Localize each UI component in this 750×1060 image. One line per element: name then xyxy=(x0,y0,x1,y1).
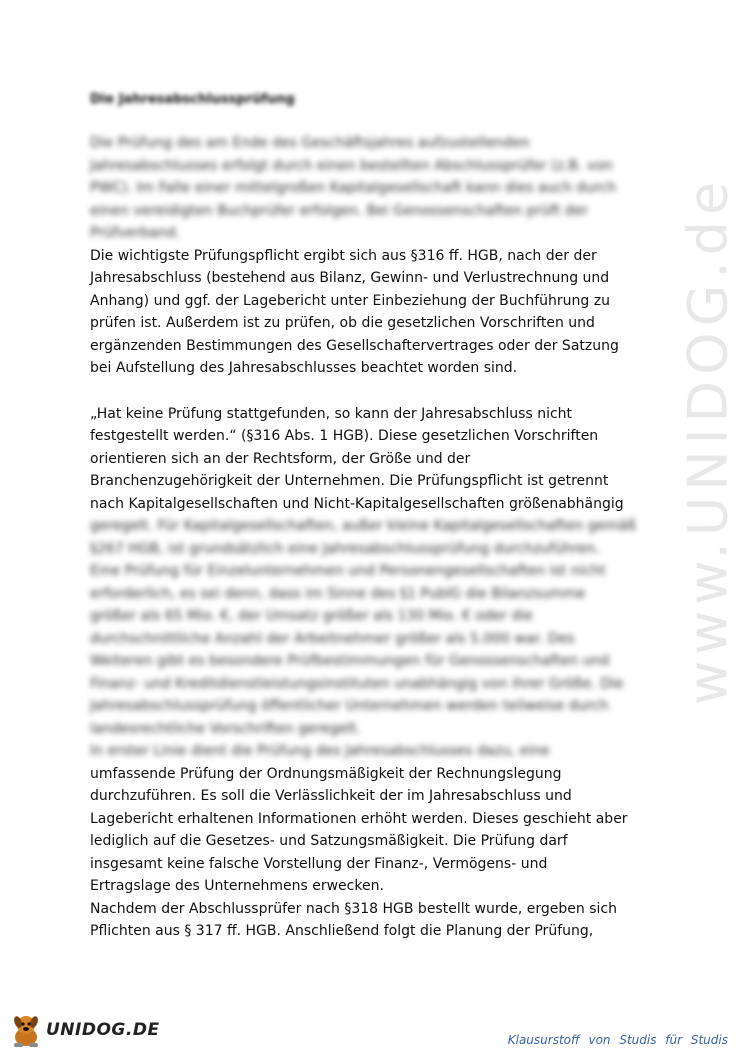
text-line: Die Prüfung des am Ende des Geschäftsjahres aufzustellenden xyxy=(90,135,530,151)
text-line: umfassende Prüfung der Ordnungsmäßigkeit der Rechnungslegung xyxy=(90,765,562,782)
text-line: PWC). Im Falle einer mittelgroßen Kapitalgesellschaft kann dies auch durch xyxy=(90,180,617,196)
watermark: www.UNIDOG.de xyxy=(676,175,740,705)
text-line: §267 HGB, ist grundsätzlich eine Jahresabschlussprüfung durchzuführen. xyxy=(90,540,600,557)
text-line: nach Kapitalgesellschaften und Nicht-Kapitalgesellschaften größenabhängig xyxy=(90,495,624,512)
text-line: landesrechtliche Vorschriften geregelt. xyxy=(90,720,361,737)
text-line: einen vereidigten Buchprüfer erfolgen. Bei Genossenschaften prüft der xyxy=(90,202,589,219)
text-line: erforderlich, es sei denn, dass im Sinne des §1 PublG die Bilanzsumme xyxy=(90,585,586,602)
document-body xyxy=(90,88,650,943)
text-line: Nachdem der Abschlussprüfer nach §318 HGB bestellt wurde, ergeben sich xyxy=(90,900,617,917)
text-line: prüfen ist. Außerdem ist zu prüfen, ob die gesetzlichen Vorschriften und xyxy=(90,315,595,331)
document-title: Die Jahresabschlussprüfung xyxy=(90,92,295,107)
text-line: durchzuführen. Es soll die Verlässlichkeit der im Jahresabschluss und xyxy=(90,788,572,804)
text-line: Jahresabschlussprüfung öffentlicher Unternehmen werden teilweise durch xyxy=(90,698,609,714)
footer-tagline: Klausurstoff von Studis für Studis xyxy=(507,1033,728,1047)
text-line: Ertragslage des Unternehmens erwecken. xyxy=(90,878,384,894)
text-line: Weiteren gibt es besondere Prüfbestimmungen für Genossenschaften und xyxy=(90,653,610,669)
text-line: durchschnittliche Anzahl der Arbeitnehmer größer als 5.000 war. Des xyxy=(90,630,575,647)
text-line: geregelt. Für Kapitalgesellschaften, außer kleine Kapitalgesellschaften gemäß xyxy=(90,518,637,534)
text-line: Pflichten aus § 317 ff. HGB. Anschließend folgt die Planung der Prüfung, xyxy=(90,923,594,939)
text-line: lediglich auf die Gesetzes- und Satzungsmäßigkeit. Die Prüfung darf xyxy=(90,833,568,849)
text-line: orientieren sich an der Rechtsform, der Größe und der xyxy=(90,450,471,467)
text-line: Anhang) und ggf. der Lagebericht unter Einbeziehung der Buchführung zu xyxy=(90,292,610,309)
text-lines xyxy=(90,132,650,943)
text-line: Finanz- und Kreditdienstleistungsinstituten unabhängig von ihrer Größe. Die xyxy=(90,675,624,692)
text-line: größer als 65 Mio. €, der Umsatz größer als 130 Mio. € oder die xyxy=(90,608,533,624)
text-line: festgestellt werden.“ (§316 Abs. 1 HGB). Diese gesetzlichen Vorschriften xyxy=(90,428,599,444)
text-line xyxy=(90,380,650,403)
text-line: Die wichtigste Prüfungspflicht ergibt sich aus §316 ff. HGB, nach der der xyxy=(90,247,597,264)
text-line: „Hat keine Prüfung stattgefunden, so kann der Jahresabschluss nicht xyxy=(90,405,573,422)
text-line: Branchenzugehörigkeit der Unternehmen. Die Prüfungspflicht ist getrennt xyxy=(90,473,609,489)
unidog-logo[interactable] xyxy=(8,1010,160,1050)
text-line: ergänzenden Bestimmungen des Gesellschaftervertrages oder der Satzung xyxy=(90,337,619,354)
text-line: Jahresabschluss (bestehend aus Bilanz, Gewinn- und Verlustrechnung und xyxy=(90,270,610,286)
text-line: Eine Prüfung für Einzelunternehmen und Personengesellschaften ist nicht xyxy=(90,563,606,579)
text-line: Lagebericht erhaltenen Informationen erhöht werden. Dieses geschieht aber xyxy=(90,810,628,827)
text-line: insgesamt keine falsche Vorstellung der Finanz-, Vermögens- und xyxy=(90,855,548,872)
dog-icon xyxy=(8,1011,44,1049)
text-line: Prüfverband. xyxy=(90,225,181,241)
text-line: bei Aufstellung des Jahresabschlusses beachtet worden sind. xyxy=(90,360,518,376)
text-line: In erster Linie dient die Prüfung des Jahresabschlusses dazu, eine xyxy=(90,743,550,759)
text-line: Jahresabschlusses erfolgt durch einen bestellten Abschlussprüfer (z.B. von xyxy=(90,157,613,174)
logo-text: UNIDOG.DE xyxy=(46,1020,160,1040)
